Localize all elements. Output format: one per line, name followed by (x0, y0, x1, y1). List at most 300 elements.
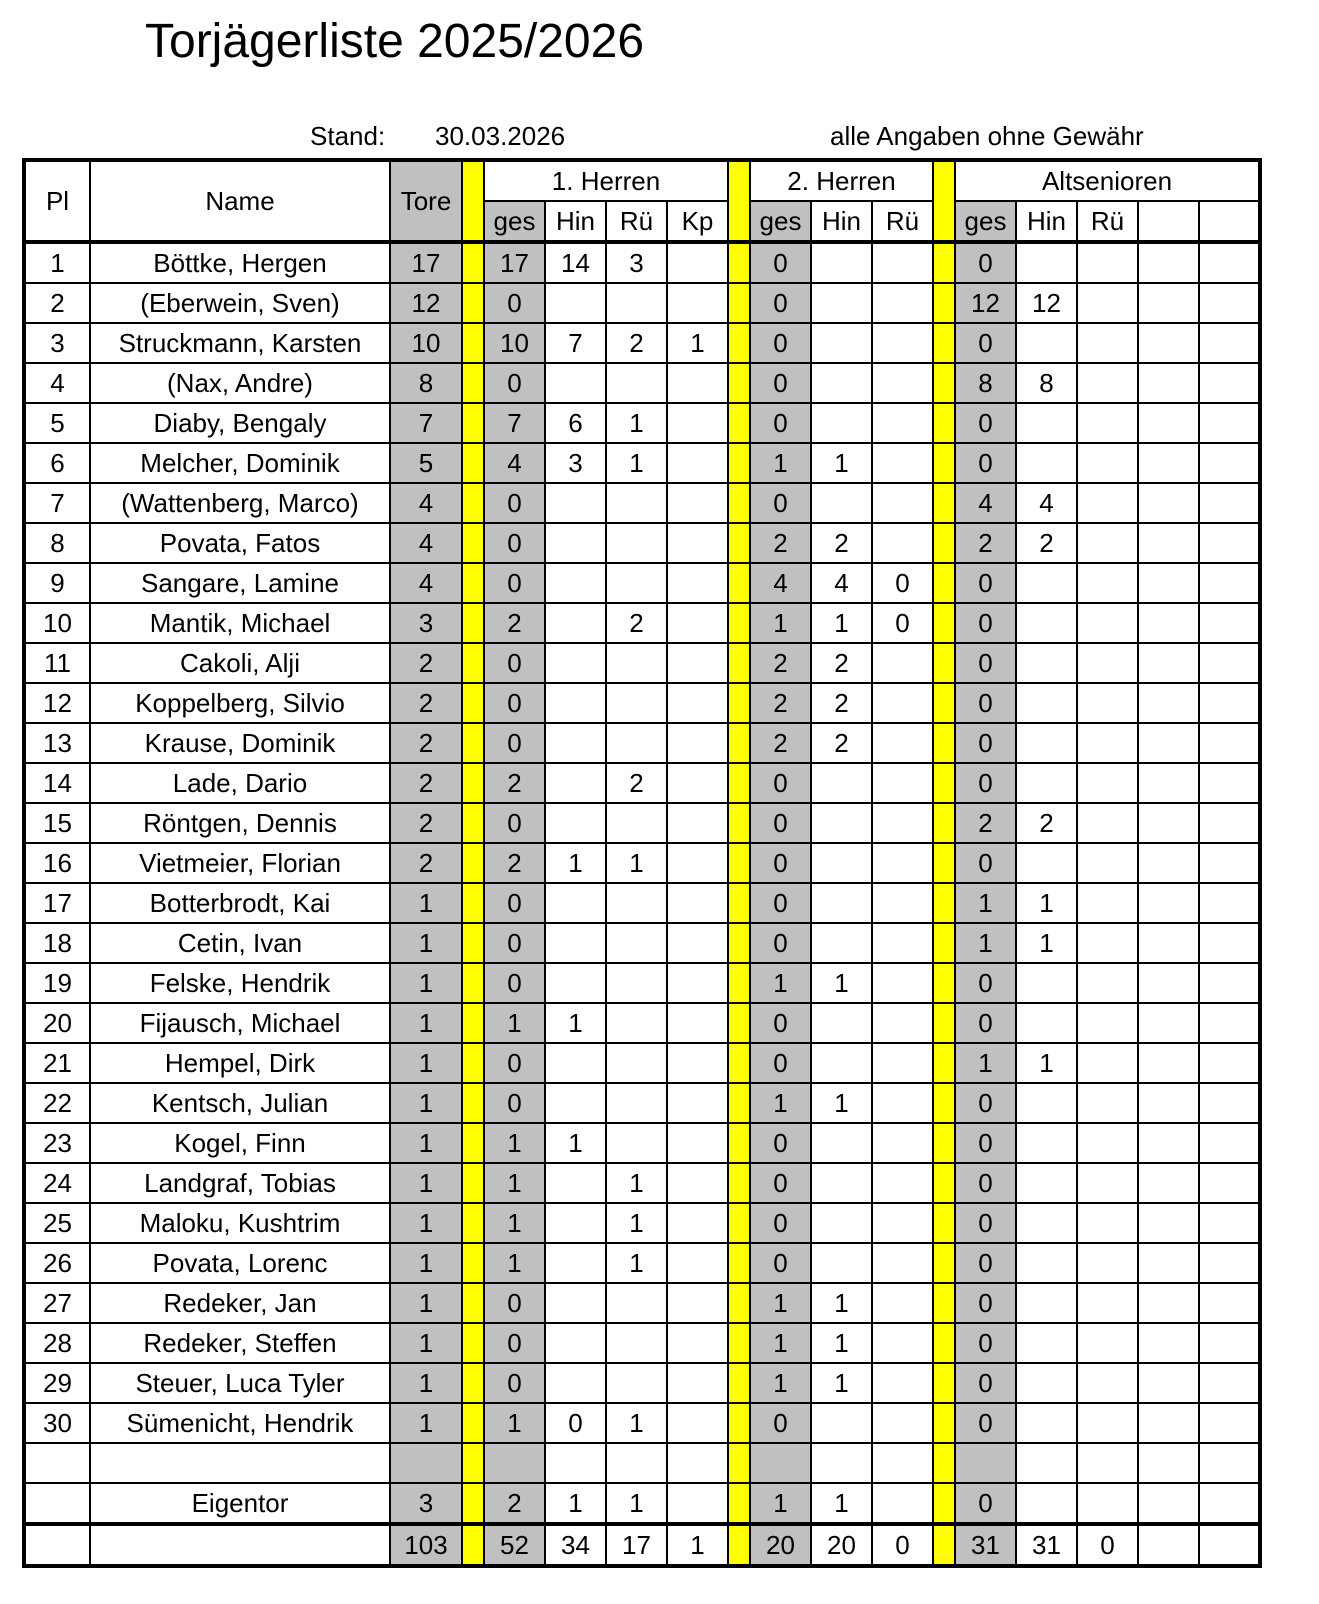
cell-altsenioren: 0 (955, 603, 1016, 643)
cell-altsenioren (1199, 643, 1260, 683)
cell-altsenioren (1199, 1443, 1260, 1483)
cell-altsenioren: 0 (955, 683, 1016, 723)
subheader-herren1: Rü (606, 201, 667, 242)
cell-altsenioren (1077, 1403, 1138, 1443)
cell-altsenioren (1077, 483, 1138, 523)
cell-tore: 4 (390, 563, 462, 603)
cell-altsenioren (1138, 883, 1199, 923)
cell-herren1: 0 (484, 643, 545, 683)
cell-altsenioren (1077, 683, 1138, 723)
cell-pl: 18 (24, 923, 90, 963)
cell-herren1 (545, 963, 606, 1003)
cell-herren1: 2 (606, 323, 667, 363)
cell-herren1: 1 (606, 1483, 667, 1524)
table-row (24, 1043, 1260, 1083)
cell-herren1 (606, 523, 667, 563)
cell-herren2: 0 (750, 1403, 811, 1443)
cell-name: Röntgen, Dennis (90, 803, 390, 843)
disclaimer: alle Angaben ohne Gewähr (830, 121, 1144, 151)
cell-herren1: 52 (484, 1524, 545, 1566)
cell-tore: 2 (390, 643, 462, 683)
divider (728, 160, 750, 242)
cell-altsenioren: 8 (955, 363, 1016, 403)
divider (728, 1443, 750, 1483)
cell-herren1: 7 (545, 323, 606, 363)
cell-herren2: 0 (750, 843, 811, 883)
cell-altsenioren (1138, 963, 1199, 1003)
cell-herren2 (872, 523, 933, 563)
cell-altsenioren: 31 (1016, 1524, 1077, 1566)
cell-pl: 16 (24, 843, 90, 883)
cell-herren2: 1 (811, 1483, 872, 1524)
cell-tore: 3 (390, 1483, 462, 1524)
divider (728, 1043, 750, 1083)
subheader-altsenioren (1199, 201, 1260, 242)
divider (933, 723, 955, 763)
cell-herren2 (872, 1083, 933, 1123)
header-herren1: 1. Herren (484, 160, 728, 201)
cell-altsenioren: 0 (955, 723, 1016, 763)
cell-altsenioren (1199, 843, 1260, 883)
divider (933, 1003, 955, 1043)
divider (462, 363, 484, 403)
cell-herren2: 1 (750, 443, 811, 483)
cell-altsenioren: 12 (1016, 283, 1077, 323)
cell-altsenioren (1016, 1083, 1077, 1123)
cell-pl: 8 (24, 523, 90, 563)
cell-pl: 14 (24, 763, 90, 803)
table-row (24, 363, 1260, 403)
header-pl: Pl (24, 160, 90, 242)
divider (728, 763, 750, 803)
cell-herren1: 1 (545, 843, 606, 883)
table-row (24, 1003, 1260, 1043)
cell-tore: 4 (390, 483, 462, 523)
cell-herren1: 0 (484, 1323, 545, 1363)
cell-herren2 (872, 1043, 933, 1083)
cell-altsenioren (1077, 923, 1138, 963)
cell-herren1 (606, 1083, 667, 1123)
cell-herren2: 2 (811, 643, 872, 683)
cell-tore: 5 (390, 443, 462, 483)
table-row (24, 1283, 1260, 1323)
cell-herren1 (606, 683, 667, 723)
cell-altsenioren: 1 (955, 1043, 1016, 1083)
divider (728, 963, 750, 1003)
divider (462, 323, 484, 363)
cell-pl: 10 (24, 603, 90, 643)
cell-altsenioren (1138, 242, 1199, 283)
cell-altsenioren (1016, 1363, 1077, 1403)
cell-pl (24, 1483, 90, 1524)
cell-altsenioren (1199, 242, 1260, 283)
divider (462, 1483, 484, 1524)
cell-herren2: 0 (750, 1003, 811, 1043)
cell-herren1 (545, 1083, 606, 1123)
cell-herren2: 1 (750, 603, 811, 643)
cell-altsenioren (1138, 843, 1199, 883)
cell-herren1 (667, 883, 728, 923)
cell-altsenioren: 31 (955, 1524, 1016, 1566)
cell-pl: 15 (24, 803, 90, 843)
cell-herren2 (872, 1323, 933, 1363)
cell-tore: 1 (390, 1163, 462, 1203)
cell-herren1 (667, 1283, 728, 1323)
cell-altsenioren: 0 (955, 963, 1016, 1003)
table-row (24, 523, 1260, 563)
divider (933, 803, 955, 843)
cell-name: Maloku, Kushtrim (90, 1203, 390, 1243)
cell-altsenioren (1138, 603, 1199, 643)
table-row (24, 443, 1260, 483)
cell-name: Eigentor (90, 1483, 390, 1524)
cell-herren1: 14 (545, 242, 606, 283)
divider (728, 723, 750, 763)
cell-herren1 (545, 1043, 606, 1083)
divider (462, 923, 484, 963)
divider (462, 763, 484, 803)
cell-pl: 6 (24, 443, 90, 483)
cell-herren2 (811, 803, 872, 843)
cell-herren1 (606, 1323, 667, 1363)
cell-altsenioren (1199, 923, 1260, 963)
table-row (24, 1403, 1260, 1443)
cell-tore: 2 (390, 843, 462, 883)
cell-herren1 (667, 1163, 728, 1203)
cell-herren1: 7 (484, 403, 545, 443)
divider (462, 1323, 484, 1363)
cell-altsenioren (1016, 443, 1077, 483)
cell-herren2: 0 (750, 883, 811, 923)
cell-altsenioren (1077, 403, 1138, 443)
cell-altsenioren (1199, 723, 1260, 763)
cell-herren1 (667, 1323, 728, 1363)
cell-herren2: 1 (811, 963, 872, 1003)
cell-altsenioren (1077, 283, 1138, 323)
cell-altsenioren: 0 (955, 242, 1016, 283)
cell-tore: 1 (390, 923, 462, 963)
divider (728, 1203, 750, 1243)
divider (728, 283, 750, 323)
divider (728, 523, 750, 563)
cell-herren2 (811, 1043, 872, 1083)
cell-altsenioren (1138, 1043, 1199, 1083)
divider (462, 603, 484, 643)
table-row (24, 683, 1260, 723)
cell-herren1: 3 (606, 242, 667, 283)
cell-altsenioren (1138, 443, 1199, 483)
cell-tore: 4 (390, 523, 462, 563)
cell-herren1: 1 (545, 1003, 606, 1043)
cell-altsenioren: 12 (955, 283, 1016, 323)
table-row (24, 843, 1260, 883)
cell-altsenioren: 2 (1016, 803, 1077, 843)
cell-name: Fijausch, Michael (90, 1003, 390, 1043)
cell-herren2: 0 (750, 323, 811, 363)
cell-altsenioren (1138, 923, 1199, 963)
divider (462, 403, 484, 443)
cell-altsenioren: 2 (955, 523, 1016, 563)
totals-row (24, 1524, 1260, 1566)
cell-herren2: 1 (750, 963, 811, 1003)
cell-herren1: 0 (484, 483, 545, 523)
divider (462, 683, 484, 723)
cell-herren2 (872, 483, 933, 523)
cell-altsenioren (1016, 1483, 1077, 1524)
cell-herren1 (545, 643, 606, 683)
cell-pl (24, 1443, 90, 1483)
cell-altsenioren: 8 (1016, 363, 1077, 403)
cell-altsenioren (1016, 1123, 1077, 1163)
cell-altsenioren (1077, 443, 1138, 483)
cell-altsenioren (1199, 1323, 1260, 1363)
cell-herren1 (545, 363, 606, 403)
table-row (24, 1323, 1260, 1363)
cell-herren1: 1 (606, 1243, 667, 1283)
cell-altsenioren: 0 (955, 1403, 1016, 1443)
cell-altsenioren (1138, 363, 1199, 403)
divider (462, 563, 484, 603)
cell-herren2 (811, 323, 872, 363)
table-row (24, 323, 1260, 363)
cell-herren1: 0 (484, 283, 545, 323)
cell-herren2 (872, 1363, 933, 1403)
cell-pl: 29 (24, 1363, 90, 1403)
cell-altsenioren (1138, 763, 1199, 803)
cell-altsenioren: 0 (955, 1003, 1016, 1043)
cell-herren1: 0 (484, 883, 545, 923)
cell-herren2: 1 (811, 1363, 872, 1403)
divider (728, 323, 750, 363)
cell-herren2: 0 (750, 242, 811, 283)
divider (933, 843, 955, 883)
divider (462, 283, 484, 323)
cell-herren2: 2 (750, 683, 811, 723)
cell-herren1 (667, 963, 728, 1003)
cell-altsenioren (1016, 1003, 1077, 1043)
cell-herren1: 1 (484, 1403, 545, 1443)
cell-altsenioren (1199, 1403, 1260, 1443)
divider (933, 563, 955, 603)
cell-herren2 (811, 483, 872, 523)
cell-herren1: 10 (484, 323, 545, 363)
cell-herren1 (606, 1123, 667, 1163)
cell-altsenioren: 0 (955, 323, 1016, 363)
cell-altsenioren (1016, 763, 1077, 803)
cell-name: Kentsch, Julian (90, 1083, 390, 1123)
cell-herren2 (872, 963, 933, 1003)
divider (462, 1043, 484, 1083)
cell-herren1 (606, 1443, 667, 1483)
cell-herren2 (811, 1203, 872, 1243)
table-row (24, 643, 1260, 683)
divider (728, 1123, 750, 1163)
cell-herren1 (667, 723, 728, 763)
cell-pl: 21 (24, 1043, 90, 1083)
cell-herren1 (667, 643, 728, 683)
divider (728, 643, 750, 683)
cell-herren1 (606, 563, 667, 603)
cell-altsenioren (1199, 1283, 1260, 1323)
cell-pl: 13 (24, 723, 90, 763)
cell-herren2 (872, 1443, 933, 1483)
cell-herren1: 2 (606, 763, 667, 803)
table-row (24, 483, 1260, 523)
cell-altsenioren (1077, 1123, 1138, 1163)
cell-herren1: 0 (484, 1283, 545, 1323)
cell-pl: 27 (24, 1283, 90, 1323)
cell-herren1: 0 (484, 683, 545, 723)
cell-altsenioren (1016, 1163, 1077, 1203)
divider (933, 443, 955, 483)
cell-tore: 17 (390, 242, 462, 283)
cell-herren2 (872, 1203, 933, 1243)
cell-herren1 (606, 963, 667, 1003)
divider (933, 1243, 955, 1283)
table-row (24, 1083, 1260, 1123)
cell-pl: 9 (24, 563, 90, 603)
cell-herren1 (606, 803, 667, 843)
cell-herren1 (667, 1403, 728, 1443)
divider (728, 1403, 750, 1443)
cell-herren1: 1 (545, 1483, 606, 1524)
cell-name: (Eberwein, Sven) (90, 283, 390, 323)
cell-herren1: 1 (606, 443, 667, 483)
cell-altsenioren (1138, 803, 1199, 843)
cell-herren2 (872, 643, 933, 683)
cell-name: Landgraf, Tobias (90, 1163, 390, 1203)
cell-herren2 (872, 763, 933, 803)
cell-tore: 1 (390, 1123, 462, 1163)
cell-name: Sangare, Lamine (90, 563, 390, 603)
cell-herren2 (811, 843, 872, 883)
cell-herren1 (667, 1003, 728, 1043)
cell-herren1 (667, 563, 728, 603)
table-row (24, 242, 1260, 283)
cell-herren2 (872, 723, 933, 763)
cell-altsenioren (1199, 1363, 1260, 1403)
cell-herren2 (872, 443, 933, 483)
table-row (24, 923, 1260, 963)
table-row (24, 403, 1260, 443)
cell-herren1: 1 (484, 1003, 545, 1043)
cell-herren1: 34 (545, 1524, 606, 1566)
cell-herren2: 1 (811, 1283, 872, 1323)
cell-herren2: 2 (811, 723, 872, 763)
cell-herren1 (545, 683, 606, 723)
header-name: Name (90, 160, 390, 242)
cell-herren2: 4 (811, 563, 872, 603)
cell-herren1 (667, 1443, 728, 1483)
cell-altsenioren (1199, 283, 1260, 323)
stand-date: 30.03.2026 (435, 121, 566, 151)
cell-altsenioren (1138, 283, 1199, 323)
cell-herren2 (811, 363, 872, 403)
cell-herren2: 0 (750, 363, 811, 403)
cell-pl: 17 (24, 883, 90, 923)
cell-herren2 (872, 883, 933, 923)
divider (933, 1524, 955, 1566)
cell-herren2 (872, 923, 933, 963)
divider (933, 283, 955, 323)
cell-herren1 (667, 843, 728, 883)
cell-herren1 (667, 763, 728, 803)
cell-altsenioren (1138, 323, 1199, 363)
divider (462, 843, 484, 883)
divider (933, 1163, 955, 1203)
cell-altsenioren: 0 (955, 1163, 1016, 1203)
cell-herren1: 17 (484, 242, 545, 283)
cell-herren1: 1 (667, 1524, 728, 1566)
table-row (24, 963, 1260, 1003)
divider (462, 523, 484, 563)
cell-tore: 12 (390, 283, 462, 323)
cell-name: Cetin, Ivan (90, 923, 390, 963)
divider (728, 443, 750, 483)
cell-tore: 103 (390, 1524, 462, 1566)
cell-altsenioren: 0 (955, 1083, 1016, 1123)
divider (933, 1283, 955, 1323)
cell-pl: 26 (24, 1243, 90, 1283)
cell-altsenioren (1016, 1323, 1077, 1363)
cell-altsenioren (1077, 883, 1138, 923)
divider (933, 1363, 955, 1403)
cell-herren2: 0 (750, 1163, 811, 1203)
divider (462, 443, 484, 483)
cell-altsenioren: 2 (955, 803, 1016, 843)
cell-altsenioren (1077, 563, 1138, 603)
cell-tore: 1 (390, 1003, 462, 1043)
divider (933, 1323, 955, 1363)
cell-altsenioren (1199, 1163, 1260, 1203)
divider (462, 803, 484, 843)
cell-herren1 (606, 723, 667, 763)
cell-herren2 (811, 763, 872, 803)
cell-pl: 4 (24, 363, 90, 403)
cell-altsenioren (1077, 843, 1138, 883)
cell-herren2 (750, 1443, 811, 1483)
cell-herren1: 1 (606, 1403, 667, 1443)
cell-pl: 24 (24, 1163, 90, 1203)
cell-herren2: 0 (872, 563, 933, 603)
cell-herren1 (545, 563, 606, 603)
cell-herren2 (811, 242, 872, 283)
cell-herren2: 0 (750, 763, 811, 803)
cell-herren2: 0 (750, 1203, 811, 1243)
cell-name: Botterbrodt, Kai (90, 883, 390, 923)
divider (933, 1203, 955, 1243)
cell-herren2: 1 (811, 1323, 872, 1363)
cell-herren1: 1 (545, 1123, 606, 1163)
table-row (24, 883, 1260, 923)
cell-herren1: 1 (606, 1163, 667, 1203)
cell-name: Povata, Lorenc (90, 1243, 390, 1283)
divider (462, 643, 484, 683)
cell-altsenioren: 4 (1016, 483, 1077, 523)
cell-pl: 30 (24, 1403, 90, 1443)
cell-herren2 (872, 403, 933, 443)
cell-altsenioren (1199, 403, 1260, 443)
cell-altsenioren (1016, 1203, 1077, 1243)
cell-name: Struckmann, Karsten (90, 323, 390, 363)
cell-tore: 3 (390, 603, 462, 643)
cell-altsenioren (1199, 803, 1260, 843)
cell-herren1 (606, 883, 667, 923)
cell-herren1: 0 (484, 1043, 545, 1083)
cell-herren1 (667, 242, 728, 283)
cell-altsenioren (1016, 963, 1077, 1003)
cell-name (90, 1524, 390, 1566)
